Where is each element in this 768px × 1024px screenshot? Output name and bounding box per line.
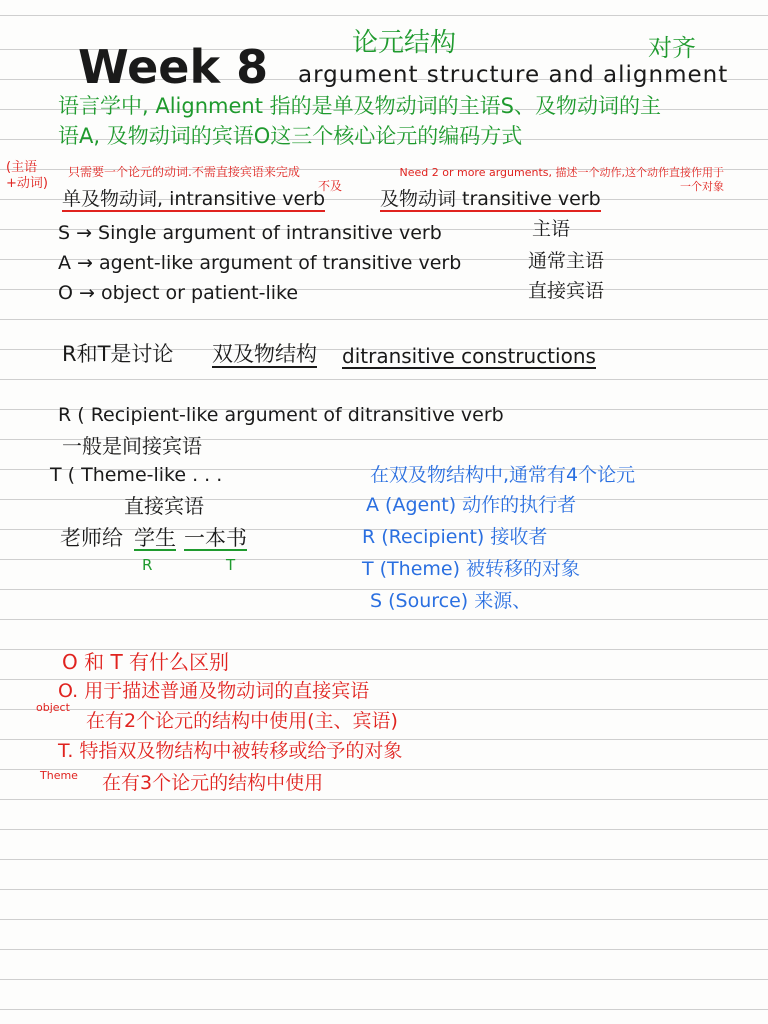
transitive-note: Need 2 or more arguments, 描述一个动作,这个动作直接作用于一个对象 — [399, 166, 724, 193]
role-o: O → object or patient-like — [58, 282, 299, 304]
topic-zh: 论元结构 — [352, 28, 457, 58]
example-r-mark: R — [142, 556, 153, 574]
arg-source: S (Source) 来源、 — [370, 590, 532, 612]
diff-o-usage: 在有2个论元的结构中使用(主、宾语) — [86, 710, 398, 732]
arg-recipient: R (Recipient) 接收者 — [362, 526, 548, 548]
diff-question: O 和 T 有什么区别 — [62, 650, 230, 674]
example-a: 老师给 — [60, 526, 123, 550]
theme-zh: 直接宾语 — [124, 494, 204, 518]
arg-theme: T (Theme) 被转移的对象 — [362, 558, 581, 580]
intransitive-mark: 不及 — [318, 179, 343, 193]
role-a: A → agent-like argument of transitive verb — [58, 252, 462, 274]
alignment-zh: 对齐 — [648, 34, 696, 62]
diff-object-tag: object — [36, 701, 70, 714]
diff-theme-tag: Theme — [40, 769, 78, 782]
recipient-zh: 一般是间接宾语 — [62, 434, 202, 458]
role-o-zh: 直接宾语 — [528, 280, 605, 302]
week-title: Week 8 — [78, 40, 269, 94]
arg-agent: A (Agent) 动作的执行者 — [366, 494, 577, 516]
diff-t-usage: 在有3个论元的结构中使用 — [102, 772, 324, 794]
intro-line-2: 语A, 及物动词的宾语O这三个核心论元的编码方式 — [58, 124, 523, 148]
ditransitive-en: ditransitive constructions — [342, 344, 596, 368]
role-s: S → Single argument of intransitive verb — [58, 222, 442, 244]
topic-en: argument structure and alignment — [298, 62, 729, 88]
intro-line-1: 语言学中, Alignment 指的是单及物动词的主语S、及物动词的主 — [58, 94, 661, 118]
diff-o-line: O. 用于描述普通及物动词的直接宾语 — [58, 680, 370, 702]
diff-t-line: T. 特指双及物结构中被转移或给予的对象 — [58, 740, 403, 762]
role-a-zh: 通常主语 — [528, 250, 605, 272]
transitive-label: 及物动词 transitive verb — [380, 188, 601, 210]
example-c: 一本书 — [184, 526, 247, 550]
ditransitive-lead: R和T是讨论 — [62, 342, 174, 366]
example-b: 学生 — [134, 526, 176, 550]
recipient-line: R ( Recipient-like argument of ditransitive verb — [58, 404, 504, 426]
theme-line: T ( Theme-like . . . — [50, 464, 223, 486]
example-t-mark: T — [226, 556, 236, 574]
intransitive-note: 只需要一个论元的动词.不需直接宾语来完成 — [68, 165, 300, 179]
subject-verb-note: (主语+动词) — [6, 160, 48, 191]
ditransitive-zh: 双及物结构 — [212, 342, 317, 366]
four-args-title: 在双及物结构中,通常有4个论元 — [370, 464, 636, 486]
role-s-zh: 主语 — [532, 218, 571, 240]
intransitive-label: 单及物动词, intransitive verb — [62, 188, 326, 210]
